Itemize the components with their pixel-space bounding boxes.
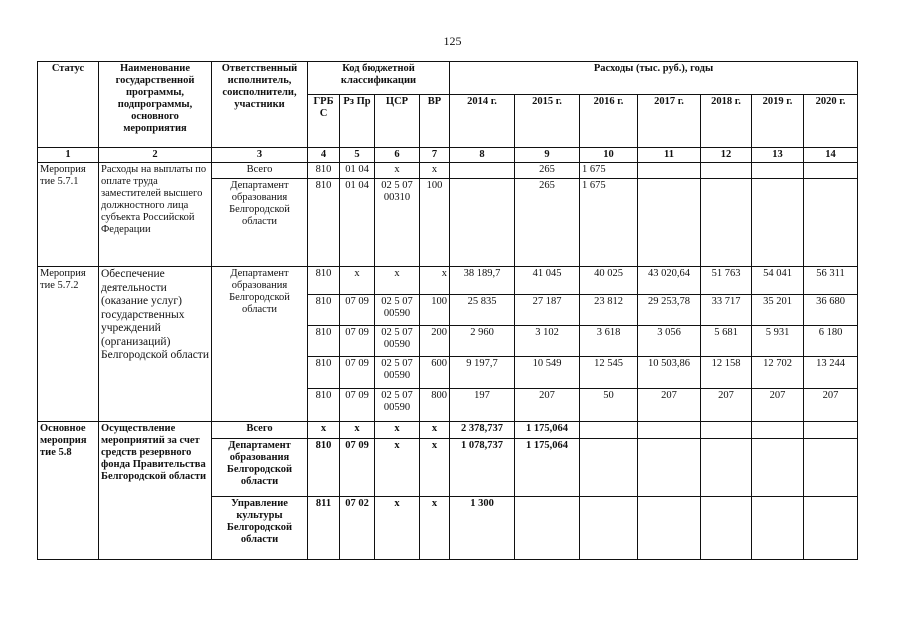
value-2016 bbox=[580, 422, 638, 439]
value-2019 bbox=[752, 497, 804, 560]
grbs-cell: 810 bbox=[308, 295, 340, 326]
value-2017: 43 020,64 bbox=[638, 267, 701, 295]
vr-cell: 100 bbox=[420, 295, 450, 326]
header-responsible: Ответственный исполнитель, соисполнители, участники bbox=[212, 62, 308, 148]
responsible-cell: Департамент образования Белгородской области bbox=[212, 179, 308, 267]
status-cell: Мероприя тие 5.7.2 bbox=[38, 267, 99, 422]
column-number: 4 bbox=[308, 148, 340, 163]
grbs-cell: 810 bbox=[308, 389, 340, 422]
value-2017: 29 253,78 bbox=[638, 295, 701, 326]
csr-cell: х bbox=[375, 439, 420, 497]
value-2019: 207 bbox=[752, 389, 804, 422]
header-budget-code: Код бюджетной классификации bbox=[308, 62, 450, 95]
value-2020: 207 bbox=[804, 389, 858, 422]
vr-cell: 600 bbox=[420, 357, 450, 389]
header-vr: ВР bbox=[420, 95, 450, 148]
value-2015: 265 bbox=[515, 179, 580, 267]
value-2014: 197 bbox=[450, 389, 515, 422]
grbs-cell: 810 bbox=[308, 326, 340, 357]
value-2015: 10 549 bbox=[515, 357, 580, 389]
value-2018 bbox=[701, 422, 752, 439]
value-2020 bbox=[804, 497, 858, 560]
vr-cell: х bbox=[420, 422, 450, 439]
value-2019 bbox=[752, 179, 804, 267]
value-2020: 36 680 bbox=[804, 295, 858, 326]
vr-cell: х bbox=[420, 163, 450, 179]
csr-cell: 02 5 07 00590 bbox=[375, 295, 420, 326]
value-2018: 207 bbox=[701, 389, 752, 422]
value-2014: 2 960 bbox=[450, 326, 515, 357]
column-number: 6 bbox=[375, 148, 420, 163]
value-2018 bbox=[701, 163, 752, 179]
column-number: 8 bbox=[450, 148, 515, 163]
value-2019: 5 931 bbox=[752, 326, 804, 357]
value-2018: 5 681 bbox=[701, 326, 752, 357]
csr-cell: х bbox=[375, 497, 420, 560]
status-cell: Основное мероприя тие 5.8 bbox=[38, 422, 99, 560]
header-expenses: Расходы (тыс. руб.), годы bbox=[450, 62, 858, 95]
value-2016: 40 025 bbox=[580, 267, 638, 295]
value-2017 bbox=[638, 163, 701, 179]
column-number: 7 bbox=[420, 148, 450, 163]
value-2014: 38 189,7 bbox=[450, 267, 515, 295]
value-2017 bbox=[638, 422, 701, 439]
value-2020: 56 311 bbox=[804, 267, 858, 295]
value-2016: 12 545 bbox=[580, 357, 638, 389]
csr-cell: 02 5 07 00590 bbox=[375, 357, 420, 389]
column-number: 5 bbox=[340, 148, 375, 163]
grbs-cell: 810 bbox=[308, 163, 340, 179]
grbs-cell: 810 bbox=[308, 179, 340, 267]
vr-cell: 800 bbox=[420, 389, 450, 422]
header-status: Статус bbox=[38, 62, 99, 148]
value-2014: 1 078,737 bbox=[450, 439, 515, 497]
header-year-2018: 2018 г. bbox=[701, 95, 752, 148]
value-2019: 12 702 bbox=[752, 357, 804, 389]
header-year-2017: 2017 г. bbox=[638, 95, 701, 148]
value-2015 bbox=[515, 497, 580, 560]
grbs-cell: 810 bbox=[308, 357, 340, 389]
value-2017 bbox=[638, 497, 701, 560]
rzpr-cell: х bbox=[340, 422, 375, 439]
rzpr-cell: х bbox=[340, 267, 375, 295]
rzpr-cell: 07 09 bbox=[340, 326, 375, 357]
rzpr-cell: 01 04 bbox=[340, 179, 375, 267]
value-2017: 207 bbox=[638, 389, 701, 422]
column-number-row bbox=[38, 148, 858, 163]
value-2016 bbox=[580, 439, 638, 497]
value-2014: 25 835 bbox=[450, 295, 515, 326]
value-2014: 9 197,7 bbox=[450, 357, 515, 389]
rzpr-cell: 01 04 bbox=[340, 163, 375, 179]
responsible-cell: Департамент образования Белгородской области bbox=[212, 267, 308, 422]
vr-cell: х bbox=[420, 439, 450, 497]
responsible-cell: Всего bbox=[212, 163, 308, 179]
rzpr-cell: 07 09 bbox=[340, 439, 375, 497]
value-2020: 13 244 bbox=[804, 357, 858, 389]
value-2017: 10 503,86 bbox=[638, 357, 701, 389]
value-2014 bbox=[450, 179, 515, 267]
value-2015: 1 175,064 bbox=[515, 422, 580, 439]
header-name: Наименование государственной программы, подпрограммы, основного мероприятия bbox=[99, 62, 212, 148]
page-number: 125 bbox=[443, 34, 462, 48]
column-number: 3 bbox=[212, 148, 308, 163]
grbs-cell: х bbox=[308, 422, 340, 439]
name-cell: Осуществление мероприятий за счет средств резервного фонда Правительства Белгородской области bbox=[99, 422, 212, 560]
column-number: 11 bbox=[638, 148, 701, 163]
value-2020 bbox=[804, 422, 858, 439]
header-year-2015: 2015 г. bbox=[515, 95, 580, 148]
value-2018: 12 158 bbox=[701, 357, 752, 389]
header-year-2014: 2014 г. bbox=[450, 95, 515, 148]
header-year-2016: 2016 г. bbox=[580, 95, 638, 148]
value-2016 bbox=[580, 497, 638, 560]
value-2018 bbox=[701, 179, 752, 267]
header-grbs: ГРБ С bbox=[308, 95, 340, 148]
responsible-cell: Департамент образования Белгородской области bbox=[212, 439, 308, 497]
column-number: 14 bbox=[804, 148, 858, 163]
column-number: 12 bbox=[701, 148, 752, 163]
vr-cell: х bbox=[420, 267, 450, 295]
value-2016: 23 812 bbox=[580, 295, 638, 326]
column-number: 13 bbox=[752, 148, 804, 163]
value-2014: 1 300 bbox=[450, 497, 515, 560]
value-2015: 1 175,064 bbox=[515, 439, 580, 497]
value-2016: 1 675 bbox=[580, 163, 638, 179]
vr-cell: х bbox=[420, 497, 450, 560]
csr-cell: х bbox=[375, 163, 420, 179]
value-2017 bbox=[638, 439, 701, 497]
rzpr-cell: 07 09 bbox=[340, 357, 375, 389]
value-2015: 265 bbox=[515, 163, 580, 179]
name-cell: Обеспечение деятельности (оказание услуг) государственных учреждений (организаций) Белгородской области bbox=[99, 267, 212, 422]
header-rzpr: Рз Пр bbox=[340, 95, 375, 148]
rzpr-cell: 07 02 bbox=[340, 497, 375, 560]
value-2020 bbox=[804, 163, 858, 179]
rzpr-cell: 07 09 bbox=[340, 295, 375, 326]
value-2016: 50 bbox=[580, 389, 638, 422]
value-2019 bbox=[752, 422, 804, 439]
grbs-cell: 811 bbox=[308, 497, 340, 560]
value-2020 bbox=[804, 179, 858, 267]
rzpr-cell: 07 09 bbox=[340, 389, 375, 422]
value-2019: 35 201 bbox=[752, 295, 804, 326]
name-cell: Расходы на выплаты по оплате труда заместителей высшего должностного лица субъекта Российской Федерации bbox=[99, 163, 212, 267]
vr-cell: 200 bbox=[420, 326, 450, 357]
value-2015: 3 102 bbox=[515, 326, 580, 357]
column-number: 10 bbox=[580, 148, 638, 163]
table-row bbox=[38, 422, 858, 439]
value-2018 bbox=[701, 497, 752, 560]
budget-table bbox=[37, 61, 858, 560]
status-cell: Мероприя тие 5.7.1 bbox=[38, 163, 99, 267]
value-2019 bbox=[752, 439, 804, 497]
csr-cell: 02 5 07 00310 bbox=[375, 179, 420, 267]
csr-cell: х bbox=[375, 422, 420, 439]
column-number: 9 bbox=[515, 148, 580, 163]
responsible-cell: Управление культуры Белгородской области bbox=[212, 497, 308, 560]
value-2019: 54 041 bbox=[752, 267, 804, 295]
grbs-cell: 810 bbox=[308, 267, 340, 295]
value-2017: 3 056 bbox=[638, 326, 701, 357]
column-number: 1 bbox=[38, 148, 99, 163]
value-2016: 1 675 bbox=[580, 179, 638, 267]
value-2018: 51 763 bbox=[701, 267, 752, 295]
column-number: 2 bbox=[99, 148, 212, 163]
value-2014: 2 378,737 bbox=[450, 422, 515, 439]
value-2016: 3 618 bbox=[580, 326, 638, 357]
value-2014 bbox=[450, 163, 515, 179]
csr-cell: 02 5 07 00590 bbox=[375, 326, 420, 357]
table-row bbox=[38, 267, 858, 295]
value-2020 bbox=[804, 439, 858, 497]
table-row bbox=[38, 163, 858, 179]
value-2017 bbox=[638, 179, 701, 267]
value-2015: 207 bbox=[515, 389, 580, 422]
value-2015: 41 045 bbox=[515, 267, 580, 295]
value-2018: 33 717 bbox=[701, 295, 752, 326]
header-year-2020: 2020 г. bbox=[804, 95, 858, 148]
csr-cell: х bbox=[375, 267, 420, 295]
value-2019 bbox=[752, 163, 804, 179]
csr-cell: 02 5 07 00590 bbox=[375, 389, 420, 422]
header-csr: ЦСР bbox=[375, 95, 420, 148]
vr-cell: 100 bbox=[420, 179, 450, 267]
value-2015: 27 187 bbox=[515, 295, 580, 326]
header-year-2019: 2019 г. bbox=[752, 95, 804, 148]
responsible-cell: Всего bbox=[212, 422, 308, 439]
value-2018 bbox=[701, 439, 752, 497]
value-2020: 6 180 bbox=[804, 326, 858, 357]
grbs-cell: 810 bbox=[308, 439, 340, 497]
